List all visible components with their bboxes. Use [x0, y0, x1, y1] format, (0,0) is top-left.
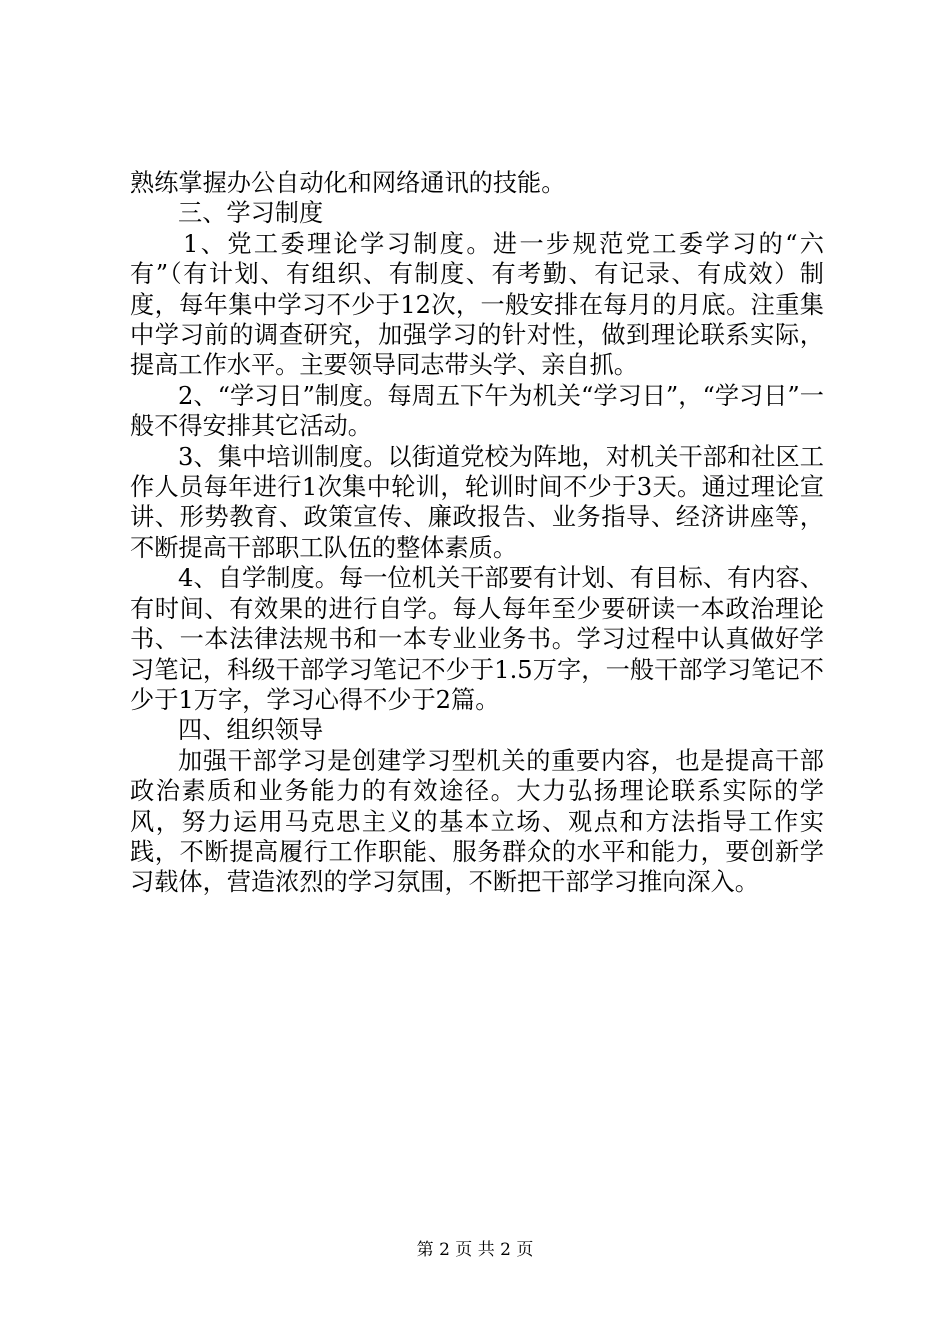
section-heading-leadership: 四、组织领导 [178, 716, 324, 745]
document-body [130, 168, 824, 898]
section-heading-study-system: 三、学习制度 [178, 199, 324, 228]
paragraph-leadership: 加强干部学习是创建学习型机关的重要内容，也是提高干部政治素质和业务能力的有效途径。大力弘扬理论联系实际的学风，努力运用马克思主义的基本立场、观点和方法指导工作实践，不断提高履行工作职能、服务群众的水平和能力，要创新学习载体，营造浓烈的学习氛围，不断把干部学习推向深入。 [130, 746, 824, 897]
paragraph-training: 3、集中培训制度。以街道党校为阵地，对机关干部和社区工作人员每年进行1次集中轮训，轮训时间不少于3天。通过理论宣讲、形势教育、政策宣传、廉政报告、业务指导、经济讲座等，不断提高干部职工队伍的整体素质。 [130, 442, 824, 562]
paragraph-theory-study: 1、党工委理论学习制度。进一步规范党工委学习的“六有”（有计划、有组织、有制度、有考勤、有记录、有成效）制度，每年集中学习不少于12次，一般安排在每月的月底。注重集中学习前的调查研究，加强学习的针对性，做到理论联系实际，提高工作水平。主要领导同志带头学、亲自抓。 [130, 229, 824, 380]
paragraph-study-day: 2、“学习日”制度。每周五下午为机关“学习日”，“学习日”一般不得安排其它活动。 [130, 381, 824, 441]
page-footer: 第 2 页 共 2 页 [416, 1240, 534, 1260]
paragraph-continuation: 熟练掌握办公自动化和网络通讯的技能。 [130, 169, 566, 197]
paragraph-self-study: 4、自学制度。每一位机关干部要有计划、有目标、有内容、有时间、有效果的进行自学。每人每年至少要研读一本政治理论书、一本法律法规书和一本专业业务书。学习过程中认真做好学习笔记，科级干部学习笔记不少于1.5万字，一般干部学习笔记不少于1万字，学习心得不少于2篇。 [130, 564, 824, 714]
